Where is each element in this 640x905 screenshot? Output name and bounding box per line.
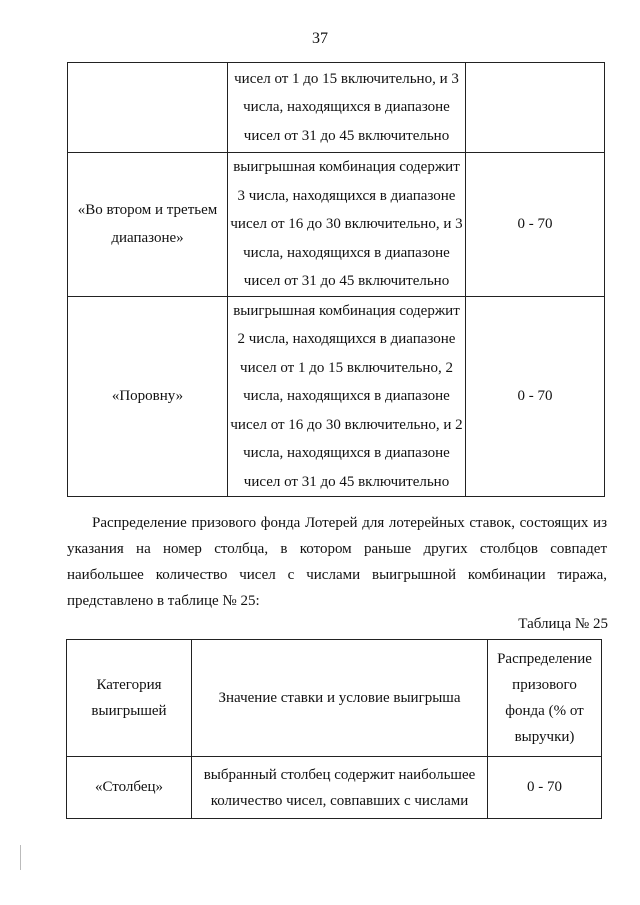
condition-line: выигрышная комбинация содержит (233, 302, 460, 319)
condition-line: 3 числа, находящихся в диапазоне (237, 187, 456, 204)
condition-line: числа, находящихся в диапазоне (243, 445, 450, 461)
condition-line: чисел от 16 до 30 включительно, и 3 (230, 216, 463, 232)
header-condition: Значение ставки и условие выигрыша (192, 640, 488, 757)
table-row (68, 296, 605, 497)
table-row (68, 153, 605, 297)
category-line: диапазоне» (111, 230, 184, 247)
paragraph-text: Распределение призового фонда Лотерей для лотерейных ставок, состоящих из указания на номер столбца, в котором раньше других столбцов совпадет наибольшее количество чисел с числами выигрышной комбинации тиража, представлено в таблице № 25: (67, 515, 607, 609)
category-cell: «Столбец» (67, 757, 192, 819)
body-paragraph (67, 510, 607, 614)
header-line: выручки) (514, 729, 575, 745)
condition-cell (228, 296, 466, 497)
header-line: Распределение (497, 651, 592, 667)
condition-cell (192, 757, 488, 819)
table-caption: Таблица № 25 (518, 616, 608, 632)
condition-line: 2 числа, находящихся в диапазоне (237, 331, 456, 347)
condition-line: чисел от 1 до 15 включительно, и 3 (234, 70, 459, 87)
header-distribution (488, 640, 602, 757)
distribution-cell: 0 - 70 (466, 153, 605, 297)
condition-line: выбранный столбец содержит наибольшее (203, 766, 476, 783)
condition-line: чисел от 31 до 45 включительно (243, 473, 450, 490)
category-cell (68, 153, 228, 297)
condition-line: чисел от 31 до 45 включительно (243, 127, 450, 144)
header-line: призового (512, 677, 577, 693)
condition-line: количество чисел, совпавших с числами (210, 792, 469, 809)
table-header-row (67, 640, 602, 757)
header-line: Категория (96, 677, 162, 693)
header-line: выигрышей (91, 703, 167, 719)
category-cell (68, 296, 228, 497)
distribution-cell: 0 - 70 (466, 296, 605, 497)
condition-line: числа, находящихся в диапазоне (243, 99, 450, 116)
table-row (67, 757, 602, 819)
condition-line: чисел от 16 до 30 включительно, и 2 (230, 416, 463, 433)
table-row (68, 63, 605, 153)
header-line: фонда (% от (505, 703, 584, 719)
condition-line: чисел от 31 до 45 включительно (243, 273, 450, 289)
distribution-cell (466, 63, 605, 153)
category-line: «Поровну» (111, 388, 184, 404)
condition-line: чисел от 1 до 15 включительно, 2 (240, 359, 453, 376)
page-number: 37 (312, 30, 328, 47)
header-category (67, 640, 192, 757)
condition-line: выигрышная комбинация содержит (233, 159, 460, 175)
category-line: «Во втором и третьем (77, 201, 218, 218)
condition-cell (228, 63, 466, 153)
category-cell (68, 63, 228, 153)
condition-line: числа, находящихся в диапазоне (243, 244, 450, 261)
distribution-cell: 0 - 70 (488, 757, 602, 819)
condition-cell (228, 153, 466, 297)
table-25 (66, 639, 602, 819)
condition-line: числа, находящихся в диапазоне (243, 388, 450, 404)
prize-distribution-table-continued (67, 62, 605, 497)
scan-artifact (20, 845, 21, 870)
